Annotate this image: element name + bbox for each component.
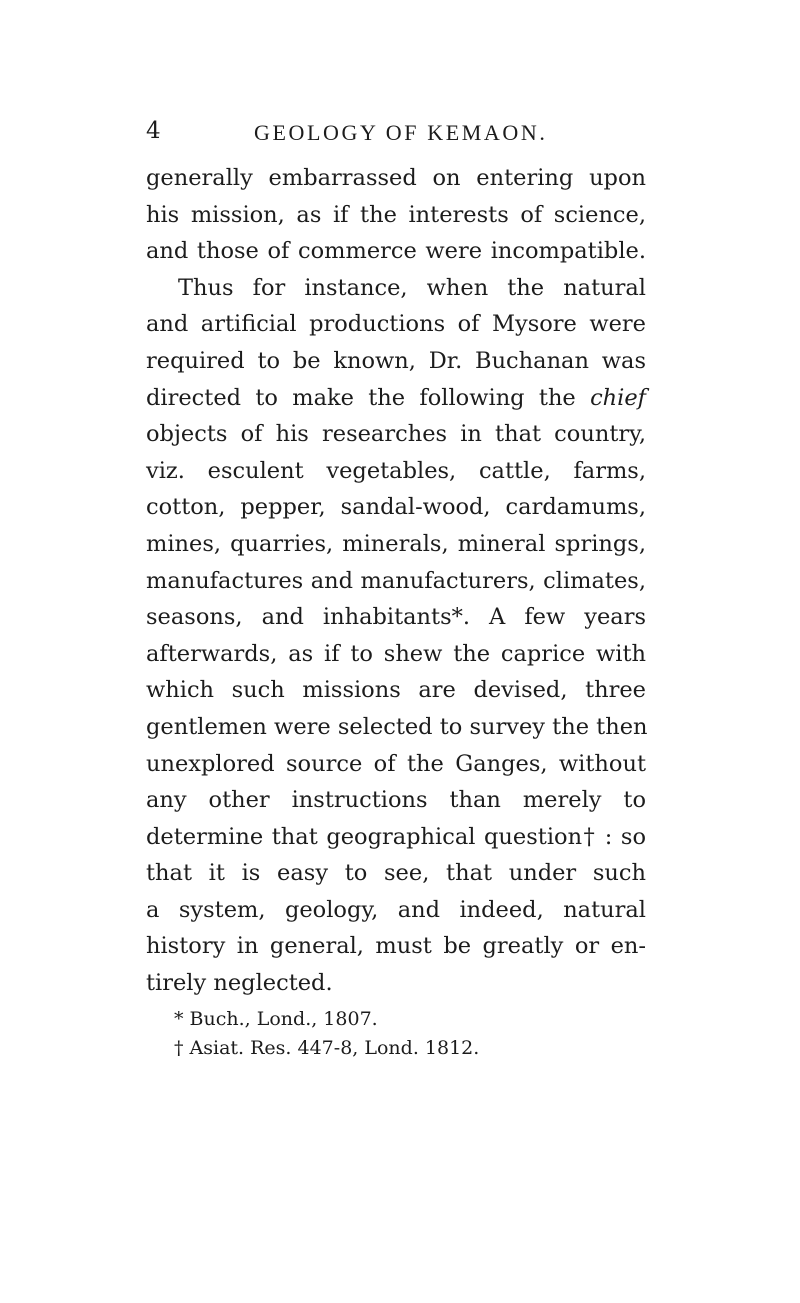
text-line: mines, quarries, minerals, mineral springs, bbox=[146, 530, 646, 557]
footnote: † Asiat. Res. 447-8, Lond. 1812. bbox=[174, 1037, 480, 1059]
page-number: 4 bbox=[146, 118, 161, 144]
text-line: cotton, pepper, sandal-wood, cardamums, bbox=[146, 494, 646, 521]
text-line: unexplored source of the Ganges, without bbox=[146, 750, 646, 777]
body-paragraph bbox=[146, 160, 646, 1002]
footnotes bbox=[174, 1005, 614, 1063]
italic-word-chief: chief bbox=[590, 384, 647, 411]
text-line: any other instructions than merely to bbox=[146, 787, 646, 814]
text-line: that it is easy to see, that under such bbox=[146, 860, 646, 887]
running-title: GEOLOGY OF KEMAON. bbox=[254, 120, 548, 145]
text-line: tirely neglected. bbox=[146, 970, 333, 997]
text-line: which such missions are devised, three bbox=[146, 677, 646, 704]
text-line: and artificial productions of Mysore were bbox=[146, 311, 646, 338]
text-line bbox=[146, 380, 646, 417]
text-line: a system, geology, and indeed, natural bbox=[146, 896, 646, 923]
text-line: objects of his researches in that country, bbox=[146, 421, 646, 448]
text-line: viz. esculent vegetables, cattle, farms, bbox=[146, 457, 646, 484]
text-line: required to be known, Dr. Buchanan was bbox=[146, 347, 646, 374]
text-line: his mission, as if the interests of science, bbox=[146, 201, 646, 228]
text-line: determine that geographical question† : so bbox=[146, 823, 646, 850]
text-line: and those of commerce were incompatible. bbox=[146, 238, 646, 265]
text-line: afterwards, as if to shew the caprice with bbox=[146, 640, 646, 667]
text-line: seasons, and inhabitants*. A few years bbox=[146, 604, 646, 631]
text-line: manufactures and manufacturers, climates, bbox=[146, 567, 646, 594]
text-line: Thus for instance, when the natural bbox=[178, 274, 646, 301]
text-segment: directed to make the following the bbox=[146, 384, 576, 411]
running-head bbox=[146, 118, 646, 152]
text-line: generally embarrassed on entering upon bbox=[146, 165, 646, 191]
text-line: history in general, must be greatly or en- bbox=[146, 933, 646, 960]
footnote: * Buch., Lond., 1807. bbox=[174, 1008, 378, 1030]
text-line: gentlemen were selected to survey the then bbox=[146, 713, 648, 740]
